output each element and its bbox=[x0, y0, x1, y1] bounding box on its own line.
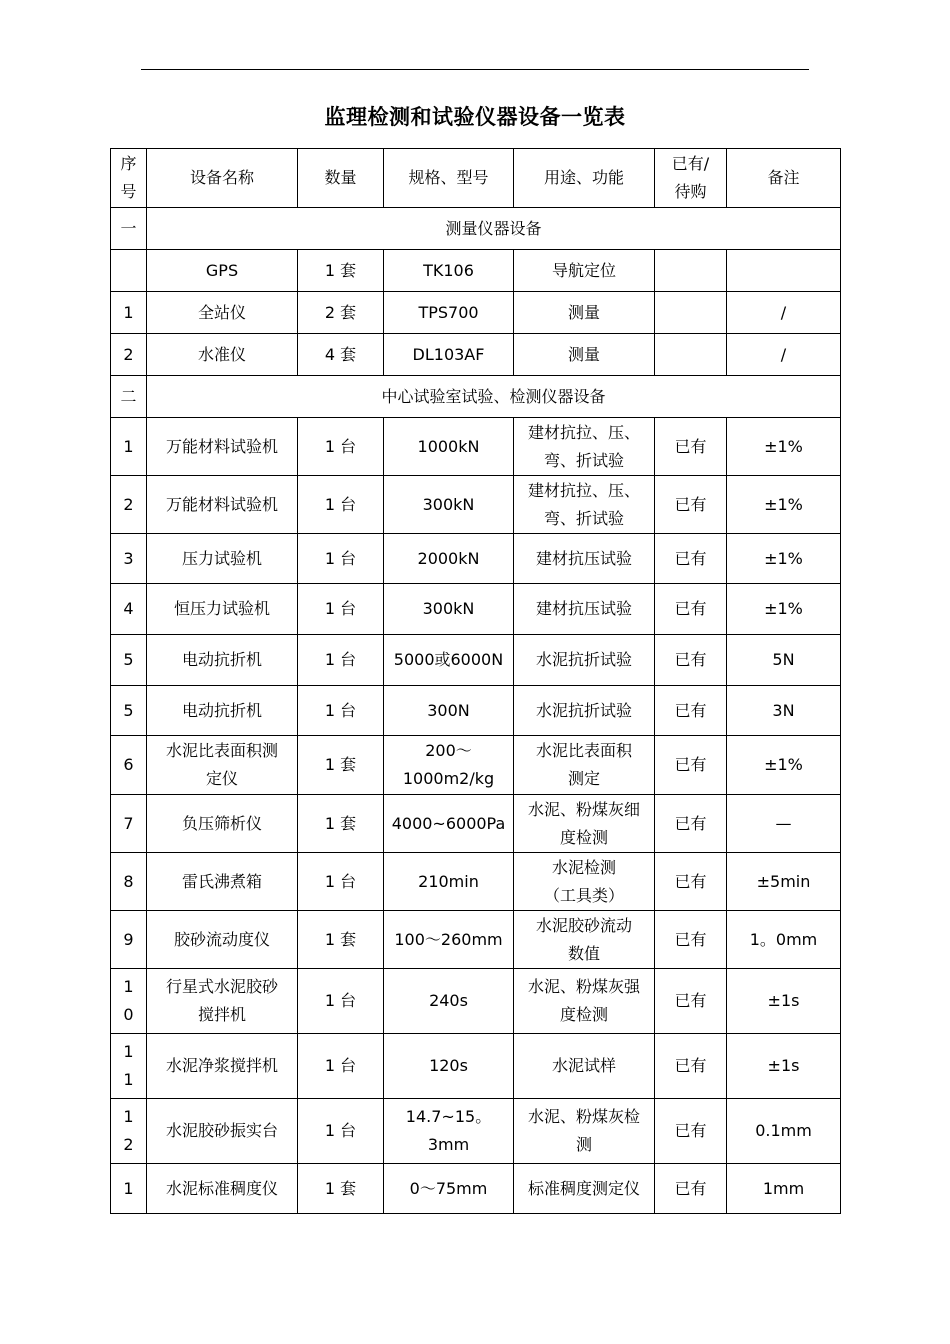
row-note: 1。0mm bbox=[727, 911, 841, 969]
row-qty: 1 套 bbox=[298, 1164, 384, 1214]
row-spec: TK106 bbox=[384, 250, 514, 292]
row-use: 测量 bbox=[514, 292, 655, 334]
table-row bbox=[111, 292, 841, 334]
row-use: 水泥比表面积 测定 bbox=[514, 736, 655, 795]
row-index: 3 bbox=[111, 534, 147, 584]
row-spec: 5000或6000N bbox=[384, 635, 514, 686]
row-name: 水泥标准稠度仪 bbox=[147, 1164, 298, 1214]
row-name: 水泥净浆搅拌机 bbox=[147, 1034, 298, 1099]
row-index: 1 bbox=[111, 1164, 147, 1214]
table-row bbox=[111, 534, 841, 584]
row-status: 已有 bbox=[655, 736, 727, 795]
section-name: 测量仪器设备 bbox=[147, 208, 841, 250]
table-row bbox=[111, 1099, 841, 1164]
row-note: ±1% bbox=[727, 476, 841, 534]
row-use: 建材抗拉、压、 弯、折试验 bbox=[514, 476, 655, 534]
row-index: 7 bbox=[111, 795, 147, 853]
row-status: 已有 bbox=[655, 534, 727, 584]
row-qty: 1 台 bbox=[298, 534, 384, 584]
table-row bbox=[111, 250, 841, 292]
row-name: 万能材料试验机 bbox=[147, 418, 298, 476]
table-body bbox=[111, 149, 841, 1214]
section-name: 中心试验室试验、检测仪器设备 bbox=[147, 376, 841, 418]
row-status: 已有 bbox=[655, 1034, 727, 1099]
row-note: 1mm bbox=[727, 1164, 841, 1214]
row-use: 建材抗拉、压、 弯、折试验 bbox=[514, 418, 655, 476]
row-qty: 1 台 bbox=[298, 686, 384, 736]
table-row bbox=[111, 736, 841, 795]
header-rule bbox=[141, 69, 809, 70]
row-use: 水泥、粉煤灰强 度检测 bbox=[514, 969, 655, 1034]
table-row bbox=[111, 635, 841, 686]
row-index: 2 bbox=[111, 334, 147, 376]
table-row bbox=[111, 911, 841, 969]
row-note: 0.1mm bbox=[727, 1099, 841, 1164]
row-status: 已有 bbox=[655, 1164, 727, 1214]
row-status: 已有 bbox=[655, 476, 727, 534]
row-note: 3N bbox=[727, 686, 841, 736]
row-status bbox=[655, 334, 727, 376]
row-status: 已有 bbox=[655, 584, 727, 635]
table-row bbox=[111, 969, 841, 1034]
row-index: 9 bbox=[111, 911, 147, 969]
row-qty: 1 台 bbox=[298, 635, 384, 686]
row-use: 标准稠度测定仪 bbox=[514, 1164, 655, 1214]
row-spec: 120s bbox=[384, 1034, 514, 1099]
table-row bbox=[111, 686, 841, 736]
table-header-row bbox=[111, 149, 841, 208]
row-name: 水泥比表面积测 定仪 bbox=[147, 736, 298, 795]
table-row bbox=[111, 476, 841, 534]
row-qty: 1 台 bbox=[298, 584, 384, 635]
table-row bbox=[111, 795, 841, 853]
row-name: 全站仪 bbox=[147, 292, 298, 334]
row-use: 水泥、粉煤灰细 度检测 bbox=[514, 795, 655, 853]
row-use: 水泥胶砂流动 数值 bbox=[514, 911, 655, 969]
row-note: / bbox=[727, 334, 841, 376]
row-name: 水准仪 bbox=[147, 334, 298, 376]
row-spec: 210min bbox=[384, 853, 514, 911]
row-name: 行星式水泥胶砂 搅拌机 bbox=[147, 969, 298, 1034]
row-status: 已有 bbox=[655, 1099, 727, 1164]
row-index: 5 bbox=[111, 635, 147, 686]
row-qty: 1 台 bbox=[298, 1034, 384, 1099]
row-note: ±1% bbox=[727, 534, 841, 584]
row-spec: TPS700 bbox=[384, 292, 514, 334]
table-row bbox=[111, 584, 841, 635]
row-use: 建材抗压试验 bbox=[514, 534, 655, 584]
page-title: 监理检测和试验仪器设备一览表 bbox=[324, 105, 626, 129]
row-spec: 300kN bbox=[384, 584, 514, 635]
row-note bbox=[727, 250, 841, 292]
row-spec: 300N bbox=[384, 686, 514, 736]
row-index: 6 bbox=[111, 736, 147, 795]
row-use: 测量 bbox=[514, 334, 655, 376]
row-index: 5 bbox=[111, 686, 147, 736]
section-index: 一 bbox=[111, 208, 147, 250]
row-index: 1 2 bbox=[111, 1099, 147, 1164]
row-name: 胶砂流动度仪 bbox=[147, 911, 298, 969]
header-spec: 规格、型号 bbox=[384, 149, 514, 208]
row-note: ±1% bbox=[727, 736, 841, 795]
row-spec: 4000~6000Pa bbox=[384, 795, 514, 853]
table-row bbox=[111, 1164, 841, 1214]
row-name: 恒压力试验机 bbox=[147, 584, 298, 635]
row-status bbox=[655, 250, 727, 292]
row-spec: 0～75mm bbox=[384, 1164, 514, 1214]
row-index: 1 bbox=[111, 292, 147, 334]
row-note: ±5min bbox=[727, 853, 841, 911]
row-index: 1 bbox=[111, 418, 147, 476]
row-spec: 100～260mm bbox=[384, 911, 514, 969]
row-note: / bbox=[727, 292, 841, 334]
row-qty: 1 台 bbox=[298, 476, 384, 534]
row-spec: 300kN bbox=[384, 476, 514, 534]
row-qty: 1 套 bbox=[298, 250, 384, 292]
header-name: 设备名称 bbox=[147, 149, 298, 208]
row-name: 雷氏沸煮箱 bbox=[147, 853, 298, 911]
row-index: 1 0 bbox=[111, 969, 147, 1034]
equipment-table bbox=[110, 148, 841, 1214]
row-spec: DL103AF bbox=[384, 334, 514, 376]
row-name: 水泥胶砂振实台 bbox=[147, 1099, 298, 1164]
row-index: 1 1 bbox=[111, 1034, 147, 1099]
row-index: 4 bbox=[111, 584, 147, 635]
header-note: 备注 bbox=[727, 149, 841, 208]
row-qty: 1 台 bbox=[298, 418, 384, 476]
section-row bbox=[111, 208, 841, 250]
table-row bbox=[111, 418, 841, 476]
row-qty: 1 台 bbox=[298, 853, 384, 911]
section-row bbox=[111, 376, 841, 418]
header-qty: 数量 bbox=[298, 149, 384, 208]
table-row bbox=[111, 853, 841, 911]
row-status: 已有 bbox=[655, 418, 727, 476]
row-qty: 1 套 bbox=[298, 911, 384, 969]
row-status bbox=[655, 292, 727, 334]
row-status: 已有 bbox=[655, 795, 727, 853]
row-index bbox=[111, 250, 147, 292]
row-use: 建材抗压试验 bbox=[514, 584, 655, 635]
header-status: 已有/ 待购 bbox=[655, 149, 727, 208]
row-note: ±1s bbox=[727, 969, 841, 1034]
row-use: 水泥检测 （工具类） bbox=[514, 853, 655, 911]
row-qty: 1 台 bbox=[298, 969, 384, 1034]
row-use: 水泥试样 bbox=[514, 1034, 655, 1099]
row-status: 已有 bbox=[655, 969, 727, 1034]
row-use: 水泥、粉煤灰检 测 bbox=[514, 1099, 655, 1164]
row-use: 水泥抗折试验 bbox=[514, 635, 655, 686]
row-status: 已有 bbox=[655, 911, 727, 969]
row-name: 电动抗折机 bbox=[147, 686, 298, 736]
row-qty: 1 套 bbox=[298, 736, 384, 795]
row-index: 8 bbox=[111, 853, 147, 911]
row-use: 水泥抗折试验 bbox=[514, 686, 655, 736]
row-spec: 240s bbox=[384, 969, 514, 1034]
row-spec: 14.7~15。 3mm bbox=[384, 1099, 514, 1164]
row-spec: 200～ 1000m2/kg bbox=[384, 736, 514, 795]
row-spec: 1000kN bbox=[384, 418, 514, 476]
row-name: 电动抗折机 bbox=[147, 635, 298, 686]
row-name: 万能材料试验机 bbox=[147, 476, 298, 534]
table-row bbox=[111, 334, 841, 376]
row-note: 5N bbox=[727, 635, 841, 686]
row-status: 已有 bbox=[655, 853, 727, 911]
row-note: ±1% bbox=[727, 418, 841, 476]
header-use: 用途、功能 bbox=[514, 149, 655, 208]
row-qty: 2 套 bbox=[298, 292, 384, 334]
row-note: ±1% bbox=[727, 584, 841, 635]
row-name: 压力试验机 bbox=[147, 534, 298, 584]
row-spec: 2000kN bbox=[384, 534, 514, 584]
header-index: 序 号 bbox=[111, 149, 147, 208]
section-index: 二 bbox=[111, 376, 147, 418]
row-status: 已有 bbox=[655, 686, 727, 736]
row-note: ±1s bbox=[727, 1034, 841, 1099]
row-use: 导航定位 bbox=[514, 250, 655, 292]
row-name: GPS bbox=[147, 250, 298, 292]
row-name: 负压筛析仪 bbox=[147, 795, 298, 853]
table-row bbox=[111, 1034, 841, 1099]
row-status: 已有 bbox=[655, 635, 727, 686]
row-index: 2 bbox=[111, 476, 147, 534]
row-qty: 1 台 bbox=[298, 1099, 384, 1164]
row-note: — bbox=[727, 795, 841, 853]
row-qty: 1 套 bbox=[298, 795, 384, 853]
row-qty: 4 套 bbox=[298, 334, 384, 376]
